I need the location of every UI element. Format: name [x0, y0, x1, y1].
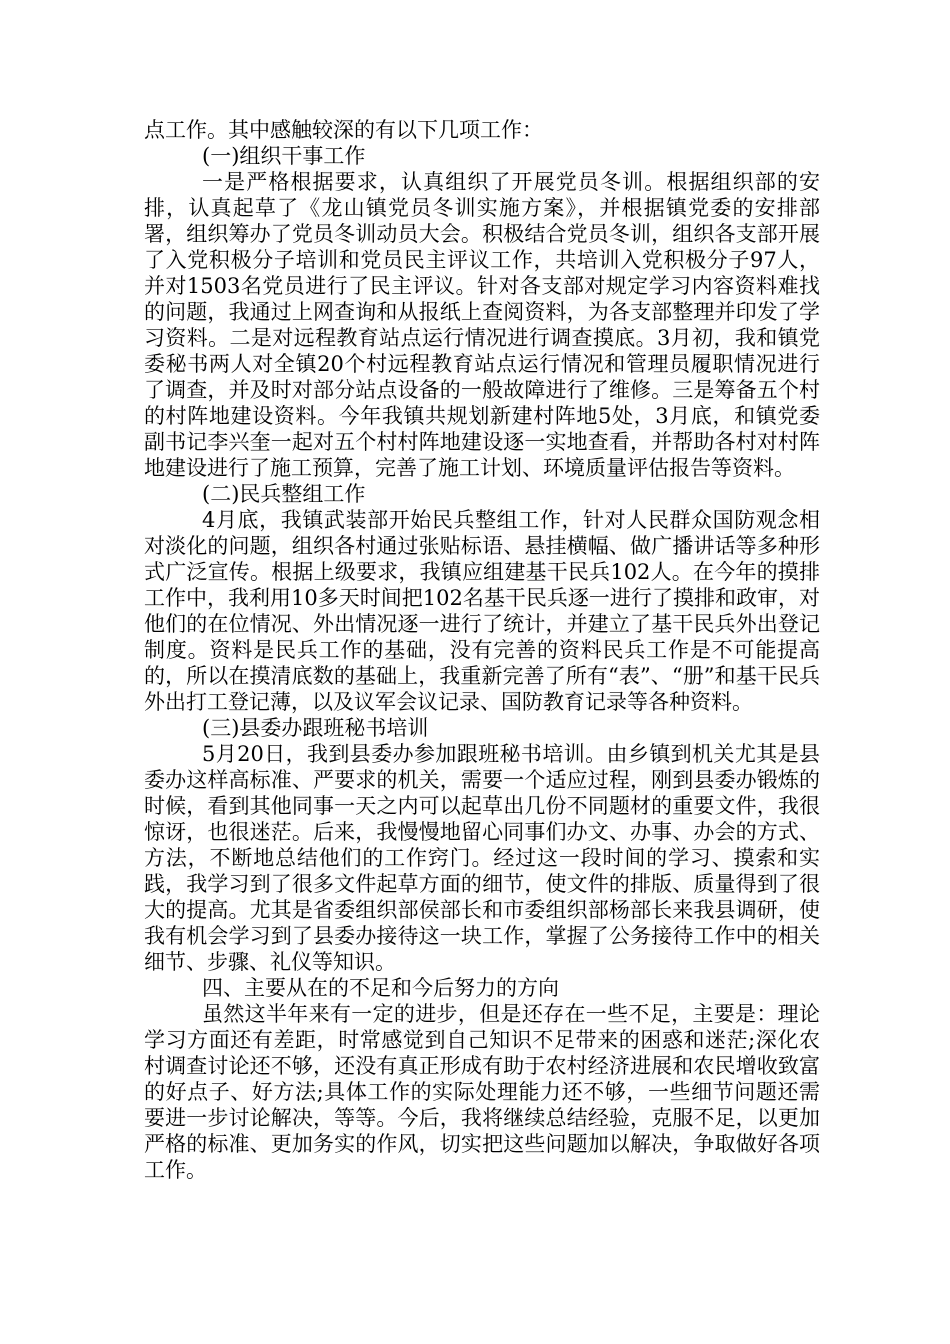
paragraph-continuation: 点工作。其中感触较深的有以下几项工作： — [144, 118, 543, 142]
document-body — [144, 117, 820, 1183]
section-heading-militia: (二)民兵整组工作 — [202, 482, 366, 506]
paragraph-secretary-training: 5月20日，我到县委办参加跟班秘书培训。由乡镇到机关尤其是县委办这样高标准、严要求的机关，需要一个适应过程，刚到县委办锻炼的时候，看到其他同事一天之内可以起草出几份不同题材的重要文件，我很惊讶，也很迷茫。后来，我慢慢地留心同事们办文、办事、办会的方式、方法，不断地总结他们的工作窍门。经过这一段时间的学习、摸索和实践，我学习到了很多文件起草方面的细节，使文件的排版、质量得到了很大的提高。尤其是省委组织部侯部长和市委组织部杨部长来我县调研，使我有机会学习到了县委办接待这一块工作，掌握了公务接待工作中的相关细节、步骤、礼仪等知识。 — [144, 742, 820, 974]
paragraph-militia-work: 4月底，我镇武装部开始民兵整组工作，针对人民群众国防观念相对淡化的问题，组织各村通过张贴标语、悬挂横幅、做广播讲话等多种形式广泛宣传。根据上级要求，我镇应组建基干民兵102人。在今年的摸排工作中，我利用10多天时间把102名基干民兵逐一进行了摸排和政审，对他们的在位情况、外出情况逐一进行了统计，并建立了基干民兵外出登记制度。资料是民兵工作的基础，没有完善的资料民兵工作是不可能提高的，所以在摸清底数的基础上，我重新完善了所有“表”、“册”和基干民兵外出打工登记薄，以及议军会议记录、国防教育记录等各种资料。 — [144, 508, 820, 714]
paragraph-shortcomings: 虽然这半年来有一定的进步，但是还存在一些不足，主要是：理论学习方面还有差距，时常感觉到自己知识不足带来的困惑和迷茫;深化农村调查讨论还不够，还没有真正形成有助于农村经济进展和农民增收致富的好点子、好方法;具体工作的实际处理能力还不够，一些细节问题还需要进一步讨论解决，等等。今后，我将继续总结经验，克服不足，以更加严格的标准、更加务实的作风，切实把这些问题加以解决，争取做好各项工作。 — [144, 1002, 820, 1182]
section-heading-shortcomings: 四、主要从在的不足和今后努力的方向 — [202, 976, 559, 1000]
section-heading-secretary-training: (三)县委办跟班秘书培训 — [202, 716, 429, 740]
section-heading-organization: (一)组织干事工作 — [202, 144, 366, 168]
paragraph-organization-work: 一是严格根据要求，认真组织了开展党员冬训。根据组织部的安排，认真起草了《龙山镇党员冬训实施方案》，并根据镇党委的安排部署，组织筹办了党员冬训动员大会。积极结合党员冬训，组织各支部开展了入党积极分子培训和党员民主评议工作，共培训入党积极分子97人，并对1503名党员进行了民主评议。针对各支部对规定学习内容资料难找的问题，我通过上网查询和从报纸上查阅资料，为各支部整理并印发了学习资料。二是对远程教育站点运行情况进行调查摸底。3月初，我和镇党委秘书两人对全镇20个村远程教育站点运行情况和管理员履职情况进行了调查，并及时对部分站点设备的一般故障进行了维修。三是筹备五个村的村阵地建设资料。今年我镇共规划新建村阵地5处，3月底，和镇党委副书记李兴奎一起对五个村村阵地建设逐一实地查看，并帮助各村对村阵地建设进行了施工预算，完善了施工计划、环境质量评估报告等资料。 — [144, 170, 820, 480]
